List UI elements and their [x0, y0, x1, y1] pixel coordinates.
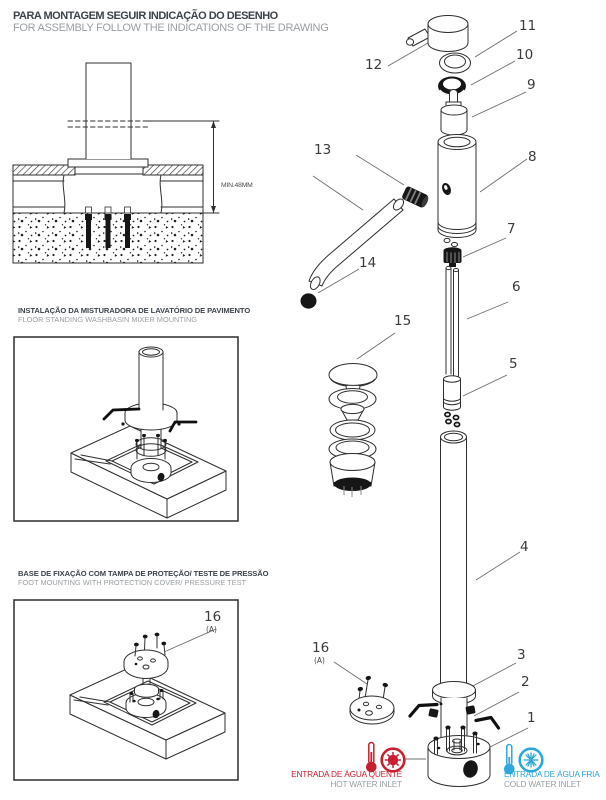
allen-key-right [476, 718, 499, 729]
part-9-cartridge [441, 90, 467, 135]
part-7-connector-set [444, 238, 462, 267]
foot-title-en: FOOT MOUNTING WITH PROTECTION COVER/ PRESSURE TEST [18, 578, 247, 587]
part-6-supply-tubes [446, 266, 459, 376]
callout-1: 1 [527, 710, 536, 726]
mounting-title-pt: INSTALAÇÃO DA MISTURADORA DE LAVATÓRIO DE PAVIMENTO [18, 306, 251, 315]
page-title-en: FOR ASSEMBLY FOLLOW THE INDICATIONS OF THE DRAWING [13, 22, 329, 34]
callout-13: 13 [314, 142, 332, 158]
foot-title-pt: BASE DE FIXAÇÃO COM TAMPA DE PROTEÇÃO/ TESTE DE PRESSÃO [18, 569, 269, 578]
mounting-diagram [71, 347, 226, 518]
hot-water-inlet-label-en: HOT WATER INLET [330, 779, 402, 789]
part-4-column [441, 431, 467, 687]
callout-15: 15 [394, 313, 412, 329]
callout-10: 10 [516, 47, 534, 63]
foot-box-callout-16: 16 (A) [204, 609, 222, 634]
part-16a-protection-cover [350, 675, 394, 724]
depth-dimension [203, 121, 219, 213]
part-11-trim-ring [440, 53, 471, 73]
callout-14: 14 [359, 255, 377, 271]
floor-cross-section [13, 63, 219, 263]
page-title-pt: PARA MONTAGEM SEGUIR INDICAÇÃO DO DESENHO [13, 10, 278, 22]
callout-4: 4 [520, 539, 529, 555]
callout-16: 16 (A) [312, 640, 330, 665]
part-5-coupling [444, 376, 461, 427]
part-15-drain-assembly [329, 364, 377, 498]
hot-water-inlet-label-pt: ENTRADA DE ÁGUA QUENTE [291, 769, 402, 779]
callout-8: 8 [528, 149, 537, 165]
callout-11: 11 [519, 18, 537, 34]
callout-9: 9 [527, 77, 536, 93]
part-13-fitting [401, 186, 430, 209]
mounting-title-en: FLOOR STANDING WASHBASIN MIXER MOUNTING [18, 315, 198, 324]
spout-aerator-cap [301, 293, 317, 308]
callout-6: 6 [512, 279, 521, 295]
callout-12: 12 [365, 57, 383, 73]
callout-2: 2 [521, 674, 530, 690]
min-depth-label: MIN.48MM [221, 182, 253, 189]
part-8-upper-body [438, 135, 476, 238]
callout-5: 5 [509, 356, 518, 372]
o-rings [445, 413, 460, 427]
callout-3: 3 [517, 647, 526, 663]
callout-7: 7 [507, 221, 516, 237]
cold-water-inlet-label-pt: ENTRADA DE ÁGUA FRIA [504, 769, 600, 779]
cold-water-inlet-label-en: COLD WATER INLET [504, 779, 582, 789]
part-12-handle [406, 16, 468, 52]
part-14-spout [301, 197, 406, 308]
foot-diagram [70, 629, 225, 759]
